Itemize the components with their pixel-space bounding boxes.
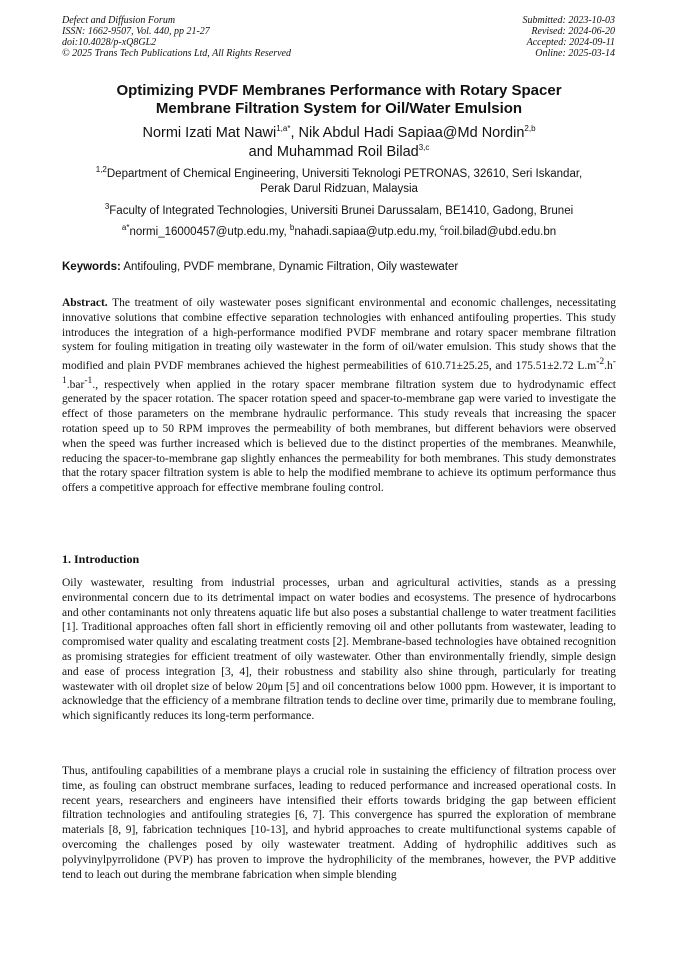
section-heading-introduction: 1. Introduction <box>62 552 140 566</box>
affiliation-2 <box>62 204 616 219</box>
abstract-sup-2: -1 <box>62 356 616 386</box>
author-3: Muhammad Roil Bilad <box>276 144 419 160</box>
abstract-text-2: .h <box>604 360 613 373</box>
copyright: © 2025 Trans Tech Publications Ltd, All Rights Reserved <box>62 48 291 59</box>
doi[interactable]: doi:10.4028/p-xQ8GL2 <box>62 37 157 48</box>
affiliation-2-sup: 3 <box>104 202 110 212</box>
author-2-sup: 2,b <box>524 124 536 134</box>
journal-info <box>62 15 291 59</box>
author-2: Nik Abdul Hadi Sapiaa@Md Nordin <box>298 125 525 141</box>
affiliation-1-sup: 1,2 <box>95 165 107 175</box>
email-a[interactable]: normi_16000457@utp.edu.my, <box>129 226 290 238</box>
author-list <box>62 124 616 162</box>
keywords <box>62 260 616 275</box>
email-b-sup: b <box>289 223 295 233</box>
email-b[interactable]: nahadi.sapiaa@utp.edu.my, <box>294 226 441 238</box>
abstract-text-3: .bar <box>66 378 85 391</box>
author-1: Normi Izati Mat Nawi <box>142 125 277 141</box>
revised-date: Revised: 2024-06-20 <box>531 26 615 37</box>
email-c[interactable]: roil.bilad@ubd.edu.bn <box>444 226 557 238</box>
intro-paragraph-2: Thus, antifouling capabilities of a membrane plays a crucial role in sustaining the efficiency of filtration process over time, as fouling can obstruct membrane surfaces, leading to reduced performance and increased operational costs. In recent years, researchers and engineers have intensified their efforts towards bridging the gap between efficient filtration technologies and antifouling strategies [6, 7]. This convergence has spurred the exploration of membrane materials [8, 9], fabrication techniques [10-13], and hybrid approaches to create multifunctional systems capable of overcoming the challenges posed by oily wastewater treatment. Adding of hydrophilic additives such as polyvinylpyrrolidone (PVP) has proven to improve the hydrophilicity of the membranes, however, the PVP additive tend to leach out during the membrane fabrication when simple blending <box>62 765 616 881</box>
title-line-2: Membrane Filtration System for Oil/Water Emulsion <box>155 100 523 117</box>
author-emails <box>62 225 616 240</box>
email-c-sup: c <box>440 223 445 233</box>
affiliation-1-line-1 <box>62 167 616 182</box>
abstract <box>62 296 616 496</box>
dates-info <box>523 15 616 59</box>
title-line-1: Optimizing PVDF Membranes Performance with Rotary Spacer <box>116 82 562 99</box>
authors-line-2 <box>62 143 616 162</box>
affiliation-1 <box>62 167 616 197</box>
affiliation-1-line-2: Perak Darul Ridzuan, Malaysia <box>260 183 418 195</box>
paper-title <box>62 82 616 118</box>
abstract-sup-3: -1 <box>84 374 93 386</box>
submitted-date: Submitted: 2023-10-03 <box>522 15 615 26</box>
affiliation-2-text: Faculty of Integrated Technologies, Universiti Brunei Darussalam, BE1410, Gadong, Brunei <box>109 205 574 217</box>
issn: ISSN: 1662-9507, Vol. 440, pp 21-27 <box>62 26 210 37</box>
authors-line-1 <box>62 124 616 143</box>
journal-name: Defect and Diffusion Forum <box>62 15 176 26</box>
abstract-sup-1: -2 <box>596 356 605 368</box>
affiliation-1-text: Department of Chemical Engineering, Universiti Teknologi PETRONAS, 32610, Seri Iskandar, <box>106 168 583 180</box>
abstract-label: Abstract. <box>62 297 108 309</box>
author-separator: , <box>290 125 299 141</box>
author-3-sup: 3,c <box>418 143 430 153</box>
abstract-text-4: ., respectively when applied in the rotary spacer membrane filtration system due to hydrodynamic effect generated by the spacer rotation. The spacer rotation speed and spacer-to-membrane gap were varied to investigate the effect of those parameters on the membrane hydraulic performance. This study reveals that increasing the spacer rotation speed up to 50 RPM improves the permeability of both membranes, but different behaviors were observed when the speed was further increased which is believed due to the distinct properties of the membranes. Meanwhile, reducing the spacer-to-membrane gap slightly enhances the permeability for both membranes. This study demonstrates that the rotary spacer filtration system is able to help the modified membrane to achieve its optimum performance thus offers a competitive approach for effective membrane fouling control. <box>62 378 616 495</box>
intro-paragraph-1: Oily wastewater, resulting from industrial processes, urban and agricultural activities, stands as a pressing environmental concern due to its detrimental impact on water bodies and ecosystems. The presence of hydrocarbons and other contaminants not only threatens aquatic life but also poses a substantial challenge to water treatment facilities [1]. Traditional approaches often fall short in efficiently removing oil and other pollutants from wastewater, leading to compromised water quality and escalating treatment costs [2]. Membrane-based technologies have obtained recognition as promising strategies for efficient treatment of oily wastewater. Other than environmentally friendly, simple design and ease of process integration [3, 4], their robustness and stability also shine through, particularly for treating wastewater with oil droplet size of below 20μm [5] and oil concentrations below 1000 ppm. However, it is important to acknowledge that the efficiency of a membrane filtration tends to decline over time, primarily due to membrane fouling, which significantly reduces its long-term performance. <box>62 577 616 723</box>
abstract-text-1: The treatment of oily wastewater poses significant environmental and economic challenges, necessitating innovative solutions that combine effective separation technologies with enhanced antifouling properties. This study introduces the integration of a high-performance modified PVDF membrane and rotary spacer membrane filtration system for fouling mitigation in treating oily wastewater in the form of oil/water emulsion. This study shows that the modified and plain PVDF membranes achieved the highest permeabilities of 610.71±25.25, and 175.51±2.72 L.m <box>62 297 616 373</box>
accepted-date: Accepted: 2024-09-11 <box>526 37 615 48</box>
author-and: and <box>248 144 277 160</box>
author-1-sup: 1,a* <box>276 124 291 134</box>
email-a-sup: a* <box>121 223 130 233</box>
online-date: Online: 2025-03-14 <box>535 48 615 59</box>
keywords-label: Keywords: <box>62 261 121 273</box>
keywords-text: Antifouling, PVDF membrane, Dynamic Filtration, Oily wastewater <box>120 261 459 273</box>
